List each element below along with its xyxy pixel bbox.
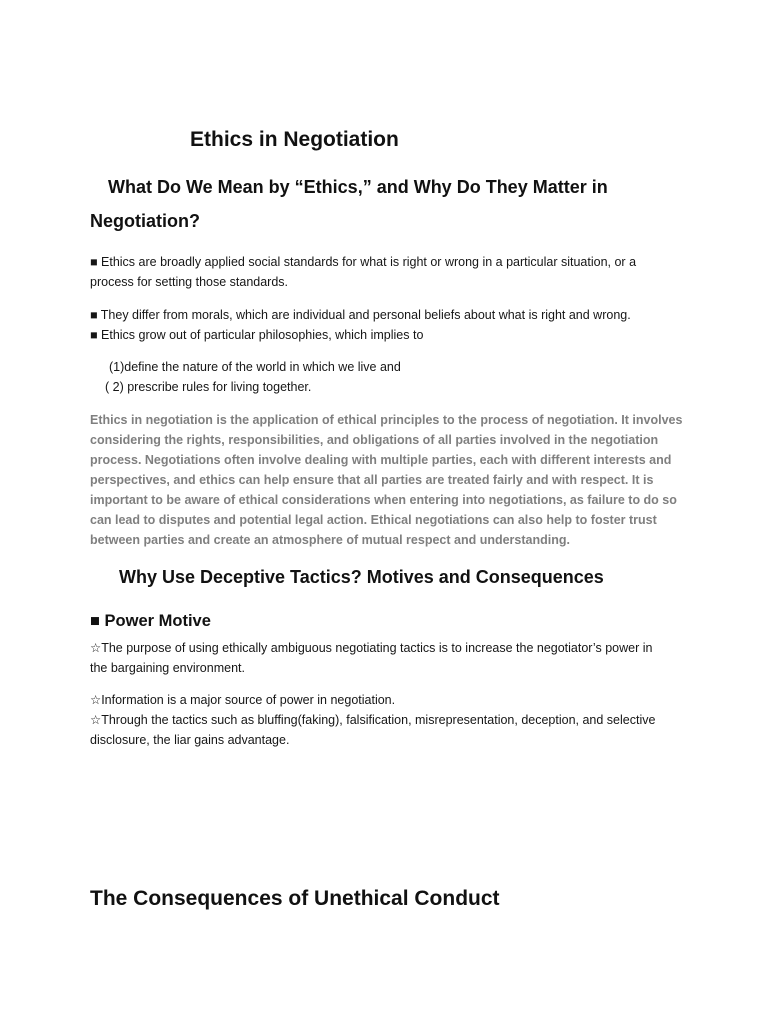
list-item-1: (1)define the nature of the world in which we live and xyxy=(109,360,401,374)
section3-heading: The Consequences of Unethical Conduct xyxy=(90,887,500,910)
bullet1-line1: ■ Ethics are broadly applied social standards for what is right or wrong in a particular situation, or a xyxy=(90,255,637,269)
section2-heading: Why Use Deceptive Tactics? Motives and Consequences xyxy=(119,567,604,587)
list-item-2: ( 2) prescribe rules for living together. xyxy=(105,380,312,394)
section1-heading-line1: What Do We Mean by “Ethics,” and Why Do They Matter in xyxy=(108,177,608,197)
power-motive-subheading: ■ Power Motive xyxy=(90,612,211,630)
gray-paragraph-line: important to be aware of ethical considerations when entering into negotiations, as failure to do so xyxy=(90,493,677,507)
point3-line1: ☆Through the tactics such as bluffing(faking), falsification, misrepresentation, deception, and selective xyxy=(90,713,656,727)
gray-paragraph-line: can lead to disputes and potential legal action. Ethical negotiations can also help to foster trust xyxy=(90,513,657,527)
point3-line2: disclosure, the liar gains advantage. xyxy=(90,733,290,747)
point1-line2: the bargaining environment. xyxy=(90,661,245,675)
gray-paragraph-line: perspectives, and ethics can help ensure that all parties are treated fairly and with respect. It is xyxy=(90,473,654,487)
point2: ☆Information is a major source of power in negotiation. xyxy=(90,693,396,707)
gray-paragraph-line: process. Negotiations often involve dealing with multiple parties, each with different interests and xyxy=(90,453,672,467)
gray-paragraph-line: considering the rights, responsibilities, and obligations of all parties involved in the negotiation xyxy=(90,433,659,447)
bullet2: ■ They differ from morals, which are individual and personal beliefs about what is right and wrong. xyxy=(90,308,631,322)
section1-heading-line2: Negotiation? xyxy=(90,211,200,231)
gray-paragraph-line: Ethics in negotiation is the application of ethical principles to the process of negotiation. It involves xyxy=(90,413,683,427)
bullet3: ■ Ethics grow out of particular philosophies, which implies to xyxy=(90,328,424,342)
gray-paragraph-line: between parties and create an atmosphere of mutual respect and understanding. xyxy=(90,533,570,547)
page-title: Ethics in Negotiation xyxy=(190,128,399,151)
bullet1-line2: process for setting those standards. xyxy=(90,275,289,289)
point1-line1: ☆The purpose of using ethically ambiguous negotiating tactics is to increase the negotiator’s power in xyxy=(90,641,653,655)
